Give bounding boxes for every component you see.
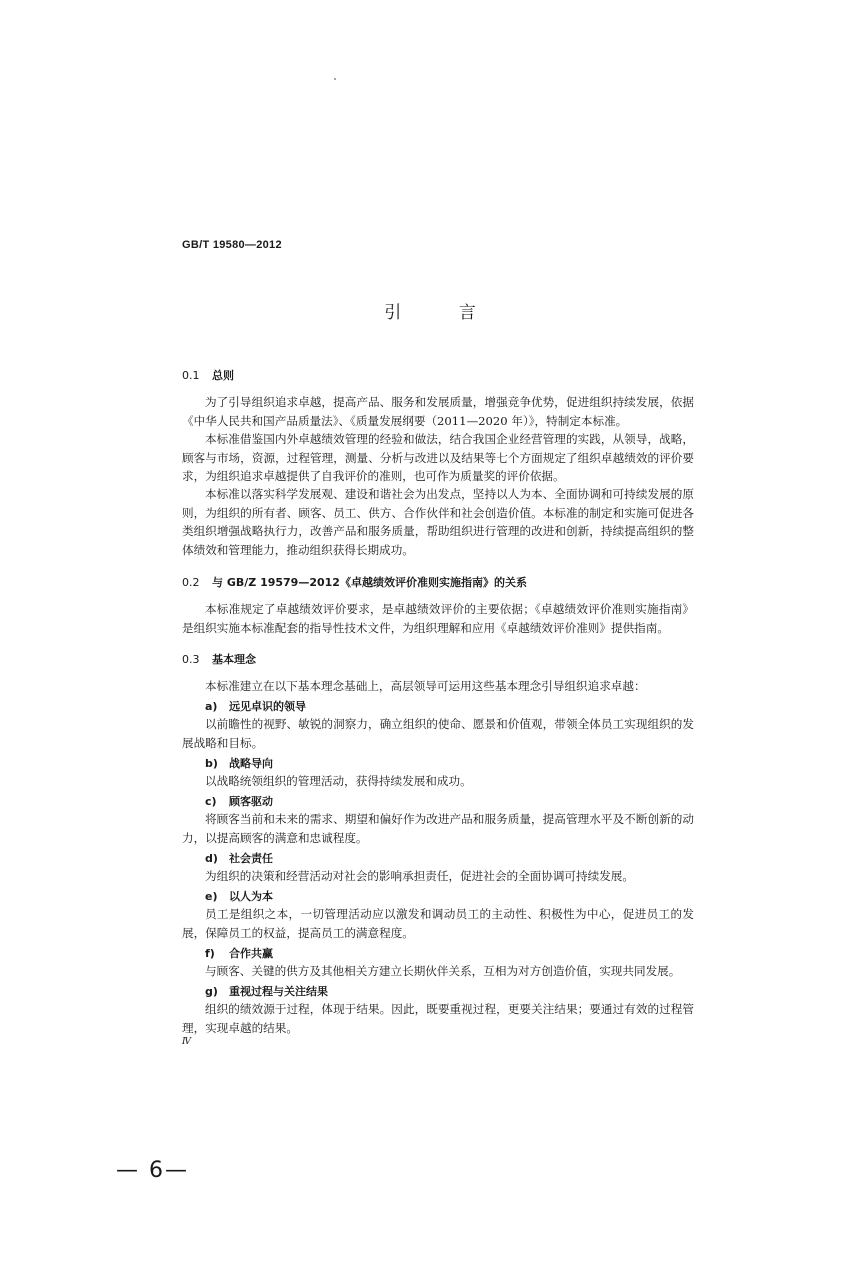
concept-heading-b xyxy=(205,755,273,771)
section-number: 0.1 xyxy=(182,369,200,382)
intro-paragraph: 本标准建立在以下基本理念基础上，高层领导可运用这些基本理念引导组织追求卓越： xyxy=(205,679,646,693)
item-title: 重视过程与关注结果 xyxy=(229,985,328,998)
standard-code: GB/T 19580—2012 xyxy=(182,239,282,251)
item-letter: d) xyxy=(205,852,218,865)
section-title: 与 GB/Z 19579—2012《卓越绩效评价准则实施指南》的关系 xyxy=(212,576,527,589)
concept-text-g: 组织的绩效源于过程，体现于结果。因此，既要重视过程，更要关注结果；要通过有效的过程管理，实现卓越的结果。 xyxy=(182,1002,694,1035)
concept-heading-c xyxy=(205,793,273,809)
concept-heading-g xyxy=(205,983,328,999)
item-letter: e) xyxy=(205,890,218,903)
item-letter: a) xyxy=(205,700,218,713)
concept-heading-e xyxy=(205,888,273,904)
concept-text-b: 以战略统领组织的管理活动，获得持续发展和成功。 xyxy=(205,774,472,788)
page-title: 引 言 xyxy=(384,303,502,323)
roman-page-number: Ⅳ xyxy=(182,1037,191,1047)
item-letter: b) xyxy=(205,757,218,770)
concept-text-d: 为组织的决策和经营活动对社会的影响承担责任，促进社会的全面协调可持续发展。 xyxy=(205,869,634,883)
item-letter: g) xyxy=(205,985,218,998)
section-number: 0.2 xyxy=(182,576,200,589)
item-title: 合作共赢 xyxy=(229,947,273,960)
item-title: 战略导向 xyxy=(229,757,273,770)
section-heading-0-1 xyxy=(182,367,234,383)
concept-text-c: 将顾客当前和未来的需求、期望和偏好作为改进产品和服务质量，提高管理水平及不断创新的动力，以提高顾客的满意和忠诚程度。 xyxy=(182,812,694,845)
paragraph: 本标准规定了卓越绩效评价要求，是卓越绩效评价的主要依据；《卓越绩效评价准则实施指南》是组织实施本标准配套的指导性技术文件，为组织理解和应用《卓越绩效评价准则》提供指南。 xyxy=(182,602,694,635)
concept-text-a: 以前瞻性的视野、敏锐的洞察力，确立组织的使命、愿景和价值观，带领全体员工实现组织的发展战略和目标。 xyxy=(182,717,694,750)
paragraph: 为了引导组织追求卓越，提高产品、服务和发展质量，增强竞争优势，促进组织持续发展，依据《中华人民共和国产品质量法》、《质量发展纲要（2011—2020 年）》，特制定本标准。 xyxy=(182,395,694,428)
item-title: 远见卓识的领导 xyxy=(229,700,306,713)
item-title: 顾客驱动 xyxy=(229,795,273,808)
concept-text-e: 员工是组织之本，一切管理活动应以激发和调动员工的主动性、积极性为中心，促进员工的发展，保障员工的权益，提高员工的满意程度。 xyxy=(182,907,694,940)
concept-heading-a xyxy=(205,698,306,714)
concept-heading-f xyxy=(205,945,273,961)
concept-heading-d xyxy=(205,850,273,866)
item-title: 社会责任 xyxy=(229,852,273,865)
section-heading-0-2 xyxy=(182,574,527,590)
page-number: — 6— xyxy=(116,1158,189,1183)
concept-text-f: 与顾客、关键的供方及其他相关方建立长期伙伴关系，互相为对方创造价值，实现共同发展。 xyxy=(205,964,681,978)
section-title: 基本理念 xyxy=(212,653,256,666)
item-title: 以人为本 xyxy=(229,890,273,903)
section-number: 0.3 xyxy=(182,653,200,666)
paragraph: 本标准以落实科学发展观、建设和谐社会为出发点，坚持以人为本、全面协调和可持续发展的原则，为组织的所有者、顾客、员工、供方、合作伙伴和社会创造价值。本标准的制定和实施可促进各类组织增强战略执行力，改善产品和服务质量，帮助组织进行管理的改进和创新，持续提高组织的整体绩效和管理能力，推动组织获得长期成功。 xyxy=(182,487,694,557)
paragraph: 本标准借鉴国内外卓越绩效管理的经验和做法，结合我国企业经营管理的实践，从领导，战略，顾客与市场，资源，过程管理，测量、分析与改进以及结果等七个方面规定了组织卓越绩效的评价要求，为组织追求卓越提供了自我评价的准则，也可作为质量奖的评价依据。 xyxy=(182,432,694,483)
section-heading-0-3 xyxy=(182,651,256,667)
item-letter: c) xyxy=(205,795,217,808)
scan-speck xyxy=(334,78,336,80)
item-letter: f) xyxy=(205,947,215,960)
section-title: 总则 xyxy=(212,369,234,382)
